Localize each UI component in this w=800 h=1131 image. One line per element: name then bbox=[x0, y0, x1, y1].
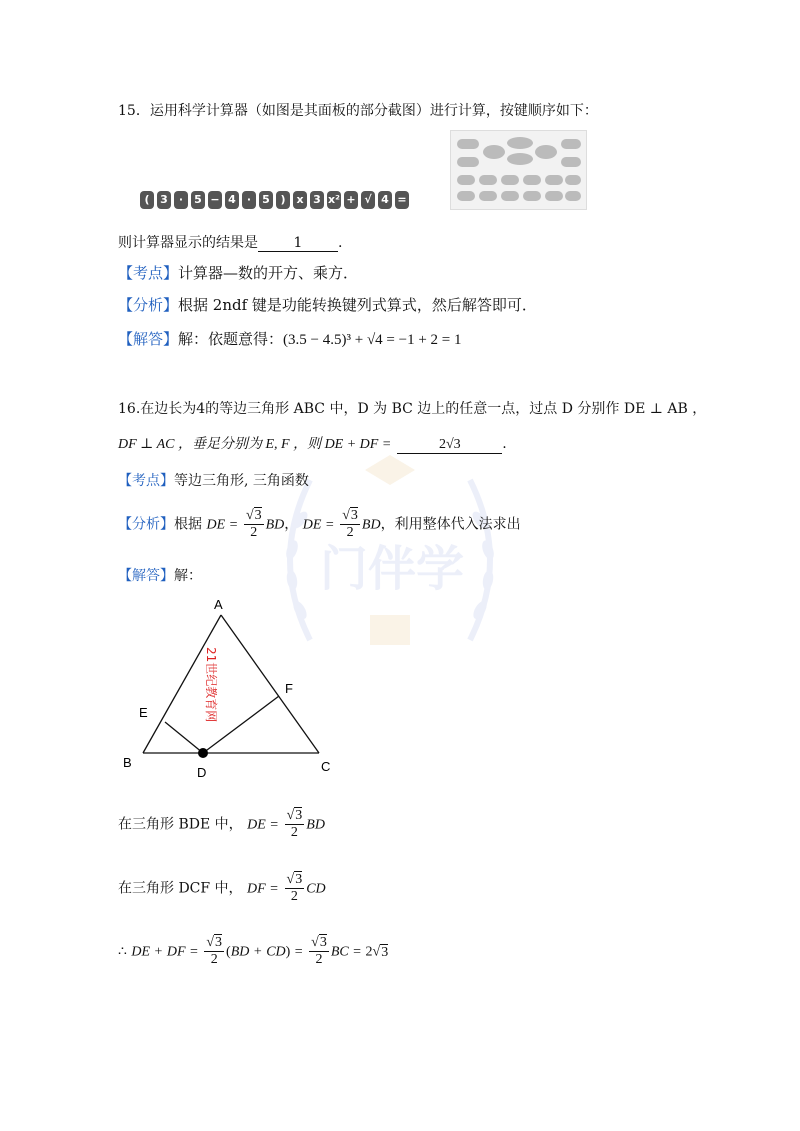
key-6: · bbox=[242, 191, 256, 209]
q16-jieda-text: 解： bbox=[174, 568, 202, 584]
key-8: ) bbox=[276, 191, 290, 209]
q15-jieda-formula: (3.5 − 4.5)³ + √4 = −1 + 2 = 1 bbox=[283, 332, 462, 348]
label-B: B bbox=[123, 755, 132, 770]
key-9: x bbox=[293, 191, 307, 209]
q15-stem bbox=[118, 100, 598, 120]
q15-result-prefix: 则计算器显示的结果是 bbox=[118, 235, 258, 251]
label-C: C bbox=[321, 759, 331, 774]
q16-stem2: DF ⊥ AC ，垂足分别为 E, F ，则 DE + DF = bbox=[118, 437, 392, 452]
key-0: ( bbox=[140, 191, 154, 209]
q16-jieda-tag: 【解答】 bbox=[118, 568, 174, 584]
q15-fenxi-tag: 【分析】 bbox=[118, 296, 179, 314]
label-E: E bbox=[139, 705, 148, 720]
q16-number: 16. bbox=[118, 401, 141, 417]
q16-stem2-end: . bbox=[502, 436, 507, 452]
q15-kaodian-tag: 【考点】 bbox=[118, 264, 179, 282]
q16-fenxi-b: 利用整体代入法求出 bbox=[394, 516, 521, 533]
q15-kaodian-text: 计算器—数的开方、乘方． bbox=[178, 264, 359, 282]
q15-stem-text: 运用科学计算器（如图是其面板的部分截图）进行计算，按键顺序如下： bbox=[149, 103, 598, 119]
triangle-figure bbox=[115, 595, 345, 785]
key-4: − bbox=[208, 191, 222, 209]
q15-result-line bbox=[118, 232, 342, 252]
q16-answer: 2√3 bbox=[397, 437, 502, 454]
key-1: 3 bbox=[157, 191, 171, 209]
q15-result-suffix: . bbox=[338, 235, 343, 251]
q15-number: 15． bbox=[118, 103, 150, 119]
label-A: A bbox=[214, 597, 223, 612]
q15-jieda-tag: 【解答】 bbox=[118, 330, 179, 348]
q15-kaodian bbox=[118, 262, 358, 283]
key-5: 4 bbox=[225, 191, 239, 209]
key-10: 3 bbox=[310, 191, 324, 209]
q16-kaodian bbox=[118, 470, 309, 490]
q16-kaodian-text: 等边三角形, 三角函数 bbox=[174, 473, 309, 489]
q15-answer: 1 bbox=[258, 235, 338, 252]
key-2: · bbox=[174, 191, 188, 209]
q16-line1-prefix: 在三角形 BDE 中， bbox=[118, 816, 243, 833]
q16-stem1: 在边长为4的等边三角形 ABC 中，D 为 BC 边上的任意一点，过点 D 分别作 DE ⊥ AB ， bbox=[140, 401, 707, 417]
q15-jieda bbox=[118, 328, 462, 349]
q16-stem-line2 bbox=[118, 433, 507, 454]
key-7: 5 bbox=[259, 191, 273, 209]
key-11: x² bbox=[327, 191, 341, 209]
q15-jieda-prefix: 解：依题意得： bbox=[178, 330, 284, 348]
q16-line3: ∴ DE + DF = $\frac{√3}{2}$ (BD + CD) = $\frac{√3}{2}$ BC = 2√3 bbox=[118, 935, 389, 967]
q16-line2-prefix: 在三角形 DCF 中， bbox=[118, 880, 243, 897]
q15-fenxi-text: 根据 2ndf 键是功能转换键列式算式，然后解答即可． bbox=[178, 296, 537, 314]
q16-therefore: ∴ bbox=[118, 943, 127, 960]
key-12: + bbox=[344, 191, 358, 209]
key-3: 5 bbox=[191, 191, 205, 209]
key-14: 4 bbox=[378, 191, 392, 209]
q16-fenxi: 【分析】根据 DE = $\frac{√3}{2}$ BD， DE = $\frac{√3}{2}$ BD，利用整体代入法求出 bbox=[118, 508, 521, 540]
q16-kaodian-tag: 【考点】 bbox=[118, 473, 174, 489]
q16-line1: 在三角形 BDE 中， DE = $\frac{√3}{2}$ BD bbox=[118, 808, 325, 840]
key-15: = bbox=[395, 191, 409, 209]
q16-jieda bbox=[118, 565, 202, 585]
stamp-21cnjy: 21世纪教育网 bbox=[204, 647, 218, 723]
q15-fenxi bbox=[118, 294, 537, 315]
q16-fenxi-tag: 【分析】 bbox=[118, 516, 174, 533]
q16-stem-line1 bbox=[118, 398, 706, 418]
key-13: √ bbox=[361, 191, 375, 209]
label-F: F bbox=[285, 681, 293, 696]
key-sequence bbox=[140, 188, 412, 209]
watermark-text: 门伴学 bbox=[320, 541, 465, 597]
q16-line2: 在三角形 DCF 中， DF = $\frac{√3}{2}$ CD bbox=[118, 872, 326, 904]
calculator-panel-image bbox=[450, 130, 587, 210]
q16-fenxi-a: 根据 bbox=[174, 516, 202, 533]
label-D: D bbox=[197, 765, 207, 780]
